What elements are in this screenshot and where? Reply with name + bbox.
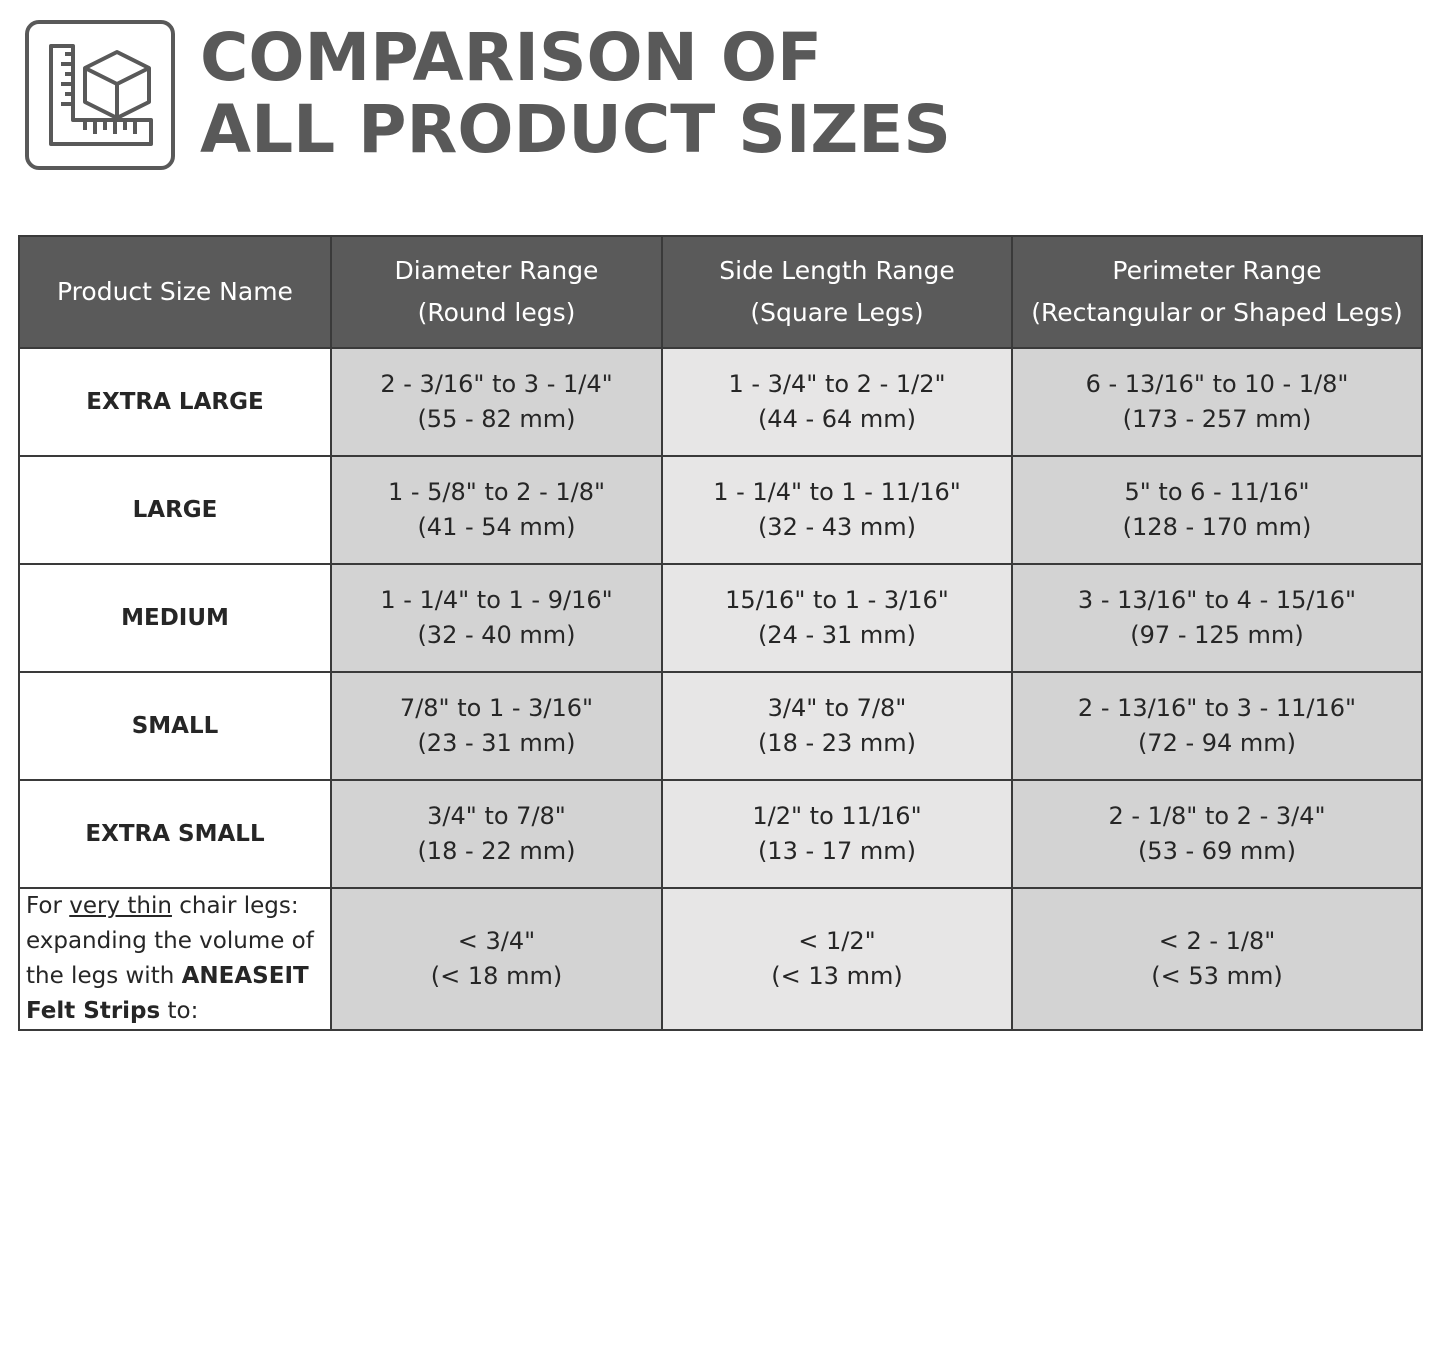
- perimeter-cell: < 2 - 1/8" (< 53 mm): [1012, 888, 1422, 1030]
- side-length-cell: < 1/2" (< 13 mm): [662, 888, 1012, 1030]
- table-row-thin-legs: [19, 888, 1422, 1030]
- diameter-cell: < 3/4" (< 18 mm): [331, 888, 662, 1030]
- table-header-row: [19, 236, 1422, 348]
- side-length-cell: 1 - 1/4" to 1 - 11/16" (32 - 43 mm): [662, 456, 1012, 564]
- diameter-cell: 7/8" to 1 - 3/16" (23 - 31 mm): [331, 672, 662, 780]
- page-title: [200, 19, 951, 168]
- table-row: [19, 348, 1422, 456]
- table-row: [19, 456, 1422, 564]
- header-perimeter-range: Perimeter Range (Rectangular or Shaped Legs): [1012, 236, 1422, 348]
- size-name: EXTRA SMALL: [19, 780, 331, 888]
- diameter-cell: 1 - 5/8" to 2 - 1/8" (41 - 54 mm): [331, 456, 662, 564]
- diameter-cell: 3/4" to 7/8" (18 - 22 mm): [331, 780, 662, 888]
- title-line-1: COMPARISON OF: [200, 19, 823, 96]
- thin-legs-note: For very thin chair legs: expanding the volume of the legs with ANEASEIT Felt Strips to:: [19, 888, 331, 1030]
- size-comparison-table: [18, 235, 1423, 1031]
- header-diameter-range: Diameter Range (Round legs): [331, 236, 662, 348]
- size-name: LARGE: [19, 456, 331, 564]
- side-length-cell: 15/16" to 1 - 3/16" (24 - 31 mm): [662, 564, 1012, 672]
- perimeter-cell: 2 - 1/8" to 2 - 3/4" (53 - 69 mm): [1012, 780, 1422, 888]
- perimeter-cell: 2 - 13/16" to 3 - 11/16" (72 - 94 mm): [1012, 672, 1422, 780]
- diameter-cell: 2 - 3/16" to 3 - 1/4" (55 - 82 mm): [331, 348, 662, 456]
- header-side-length-range: Side Length Range (Square Legs): [662, 236, 1012, 348]
- diameter-cell: 1 - 1/4" to 1 - 9/16" (32 - 40 mm): [331, 564, 662, 672]
- size-name: SMALL: [19, 672, 331, 780]
- perimeter-cell: 3 - 13/16" to 4 - 15/16" (97 - 125 mm): [1012, 564, 1422, 672]
- header-product-size-name: Product Size Name: [19, 236, 331, 348]
- page-header: [0, 0, 1441, 200]
- side-length-cell: 1 - 3/4" to 2 - 1/2" (44 - 64 mm): [662, 348, 1012, 456]
- perimeter-cell: 6 - 13/16" to 10 - 1/8" (173 - 257 mm): [1012, 348, 1422, 456]
- table-row: [19, 564, 1422, 672]
- size-name: MEDIUM: [19, 564, 331, 672]
- logo: [25, 20, 175, 170]
- title-line-2: ALL PRODUCT SIZES: [200, 91, 951, 168]
- perimeter-cell: 5" to 6 - 11/16" (128 - 170 mm): [1012, 456, 1422, 564]
- size-name: EXTRA LARGE: [19, 348, 331, 456]
- table-row: [19, 780, 1422, 888]
- side-length-cell: 1/2" to 11/16" (13 - 17 mm): [662, 780, 1012, 888]
- side-length-cell: 3/4" to 7/8" (18 - 23 mm): [662, 672, 1012, 780]
- table-row: [19, 672, 1422, 780]
- ruler-cube-icon: [29, 24, 171, 166]
